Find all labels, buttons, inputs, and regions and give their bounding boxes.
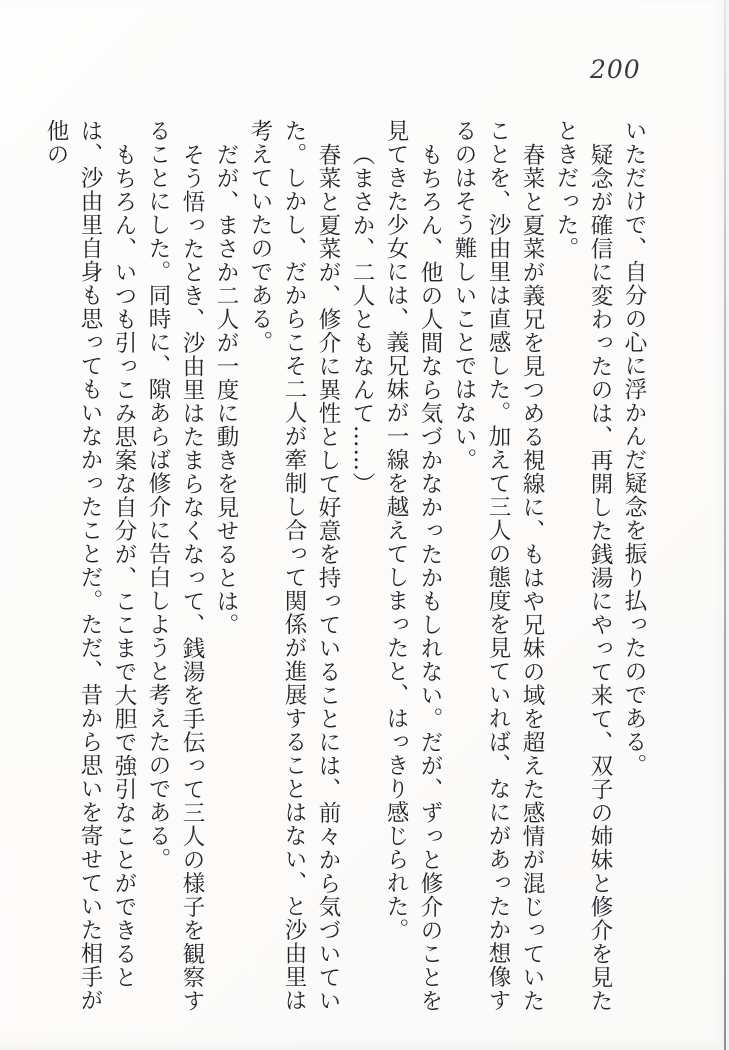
paragraph: いただけで、自分の心に浮かんだ疑念を振り払ったのである。: [621, 119, 647, 777]
paragraph: そう悟ったとき、沙由里はたまらなくなって、銭湯を手伝って三人の様子を観察することにした。同時に、隙あらば修介に告白しようと考えたのである。: [145, 119, 205, 1012]
paragraph: 春菜と夏菜が義兄を見つめる視線に、もはや兄妹の域を超えた感情が混じっていたことを、沙由里は直感した。加えて三人の態度を見ていれば、なにがあったか想像するのはそう難しいことではない。: [451, 119, 545, 1012]
paragraph: 疑念が確信に変わったのは、再開した銭湯にやって来て、双子の姉妹と修介を見たときだった。: [553, 119, 613, 1012]
page-number: 200: [590, 55, 641, 84]
page-edge-line: [724, 0, 726, 1050]
body-text: [39, 119, 651, 1015]
paragraph: もちろん、他の人間なら気づかなかったかもしれない。だが、ずっと修介のことを見てきた少女には、義兄妹が一線を越えてしまったと、はっきり感じられた。: [383, 119, 443, 1012]
paragraph: 春菜と夏菜が、修介に異性として好意を持っていることには、前々から気づいていた。しかし、だからこそ二人が牽制し合って関係が進展することはない、と沙由里は考えていたのである。: [247, 119, 341, 1012]
paragraph: もちろん、いつも引っこみ思案な自分が、ここまで大胆で強引なことができるとは、沙由里自身も思ってもいなかったことだ。ただ、昔から思いを寄せていた相手が他の: [43, 119, 137, 1012]
paragraph: だが、まさか二人が一度に動きを見せるとは。: [213, 142, 239, 636]
paragraph: （まさか、二人ともなんて……）: [349, 142, 375, 495]
